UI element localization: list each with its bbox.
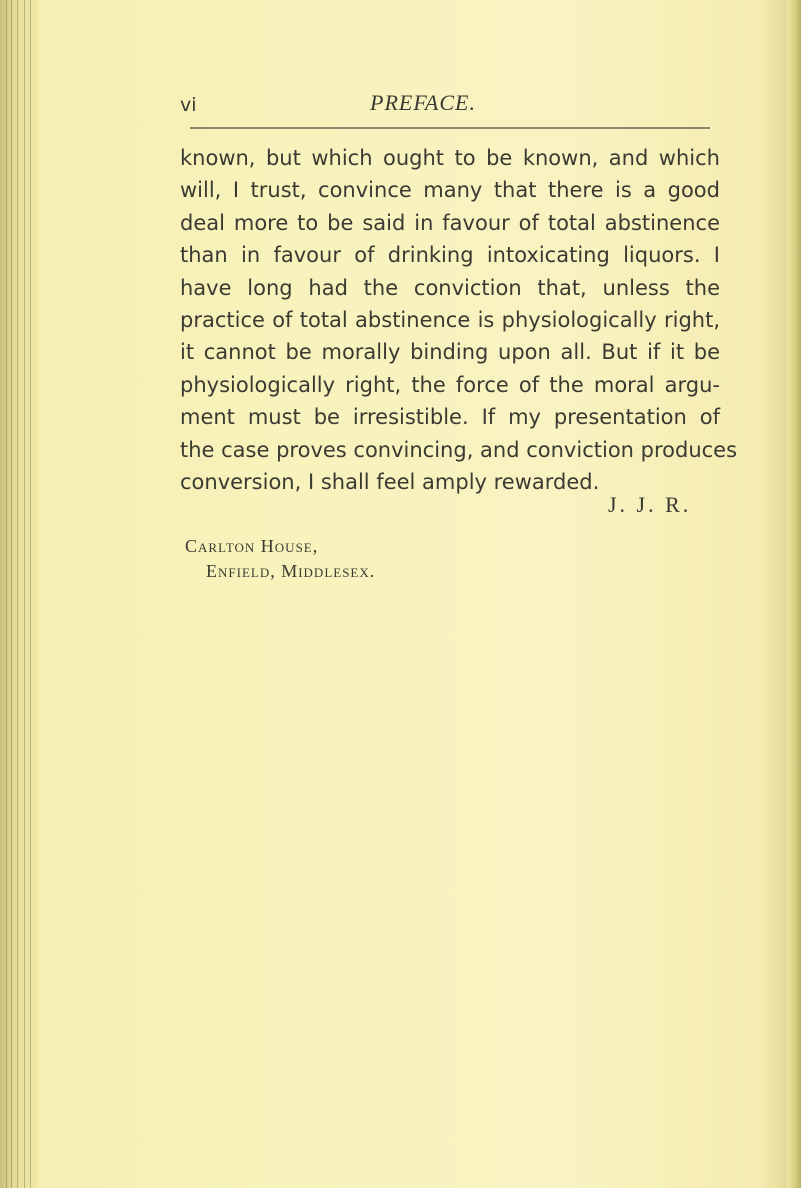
page-header xyxy=(180,90,710,124)
preface-body-text xyxy=(180,142,738,498)
text-line: than in favour of drinking intoxicating liquors. I xyxy=(180,243,720,268)
text-line: practice of total abstinence is physiologically right, xyxy=(180,307,720,332)
page-number: vi xyxy=(180,94,197,116)
text-line: it cannot be morally binding upon all. But if it be xyxy=(180,340,720,365)
text-line: will, I trust, convince many that there is a good xyxy=(180,178,720,203)
running-head: PREFACE. xyxy=(370,90,476,115)
text-line: physiologically right, the force of the moral argu- xyxy=(180,372,720,397)
text-line: ment must be irresistible. If my presentation of xyxy=(180,405,720,430)
text-line: conversion, I shall feel amply rewarded. xyxy=(180,469,600,494)
page-binding-edge-left xyxy=(0,0,38,1188)
address-line-1: Carlton House, xyxy=(185,536,319,556)
text-line: deal more to be said in favour of total abstinence xyxy=(180,210,720,235)
header-rule xyxy=(190,127,710,129)
author-initials: J. J. R. xyxy=(608,492,692,517)
text-line: have long had the conviction that, unless the xyxy=(180,275,720,300)
address-line-2: Enfield, Middlesex. xyxy=(206,561,376,581)
text-line: known, but which ought to be known, and which xyxy=(180,146,720,170)
text-line: the case proves convincing, and conviction produces xyxy=(180,437,738,462)
address-block xyxy=(185,534,375,584)
page-edge-right xyxy=(787,0,801,1188)
